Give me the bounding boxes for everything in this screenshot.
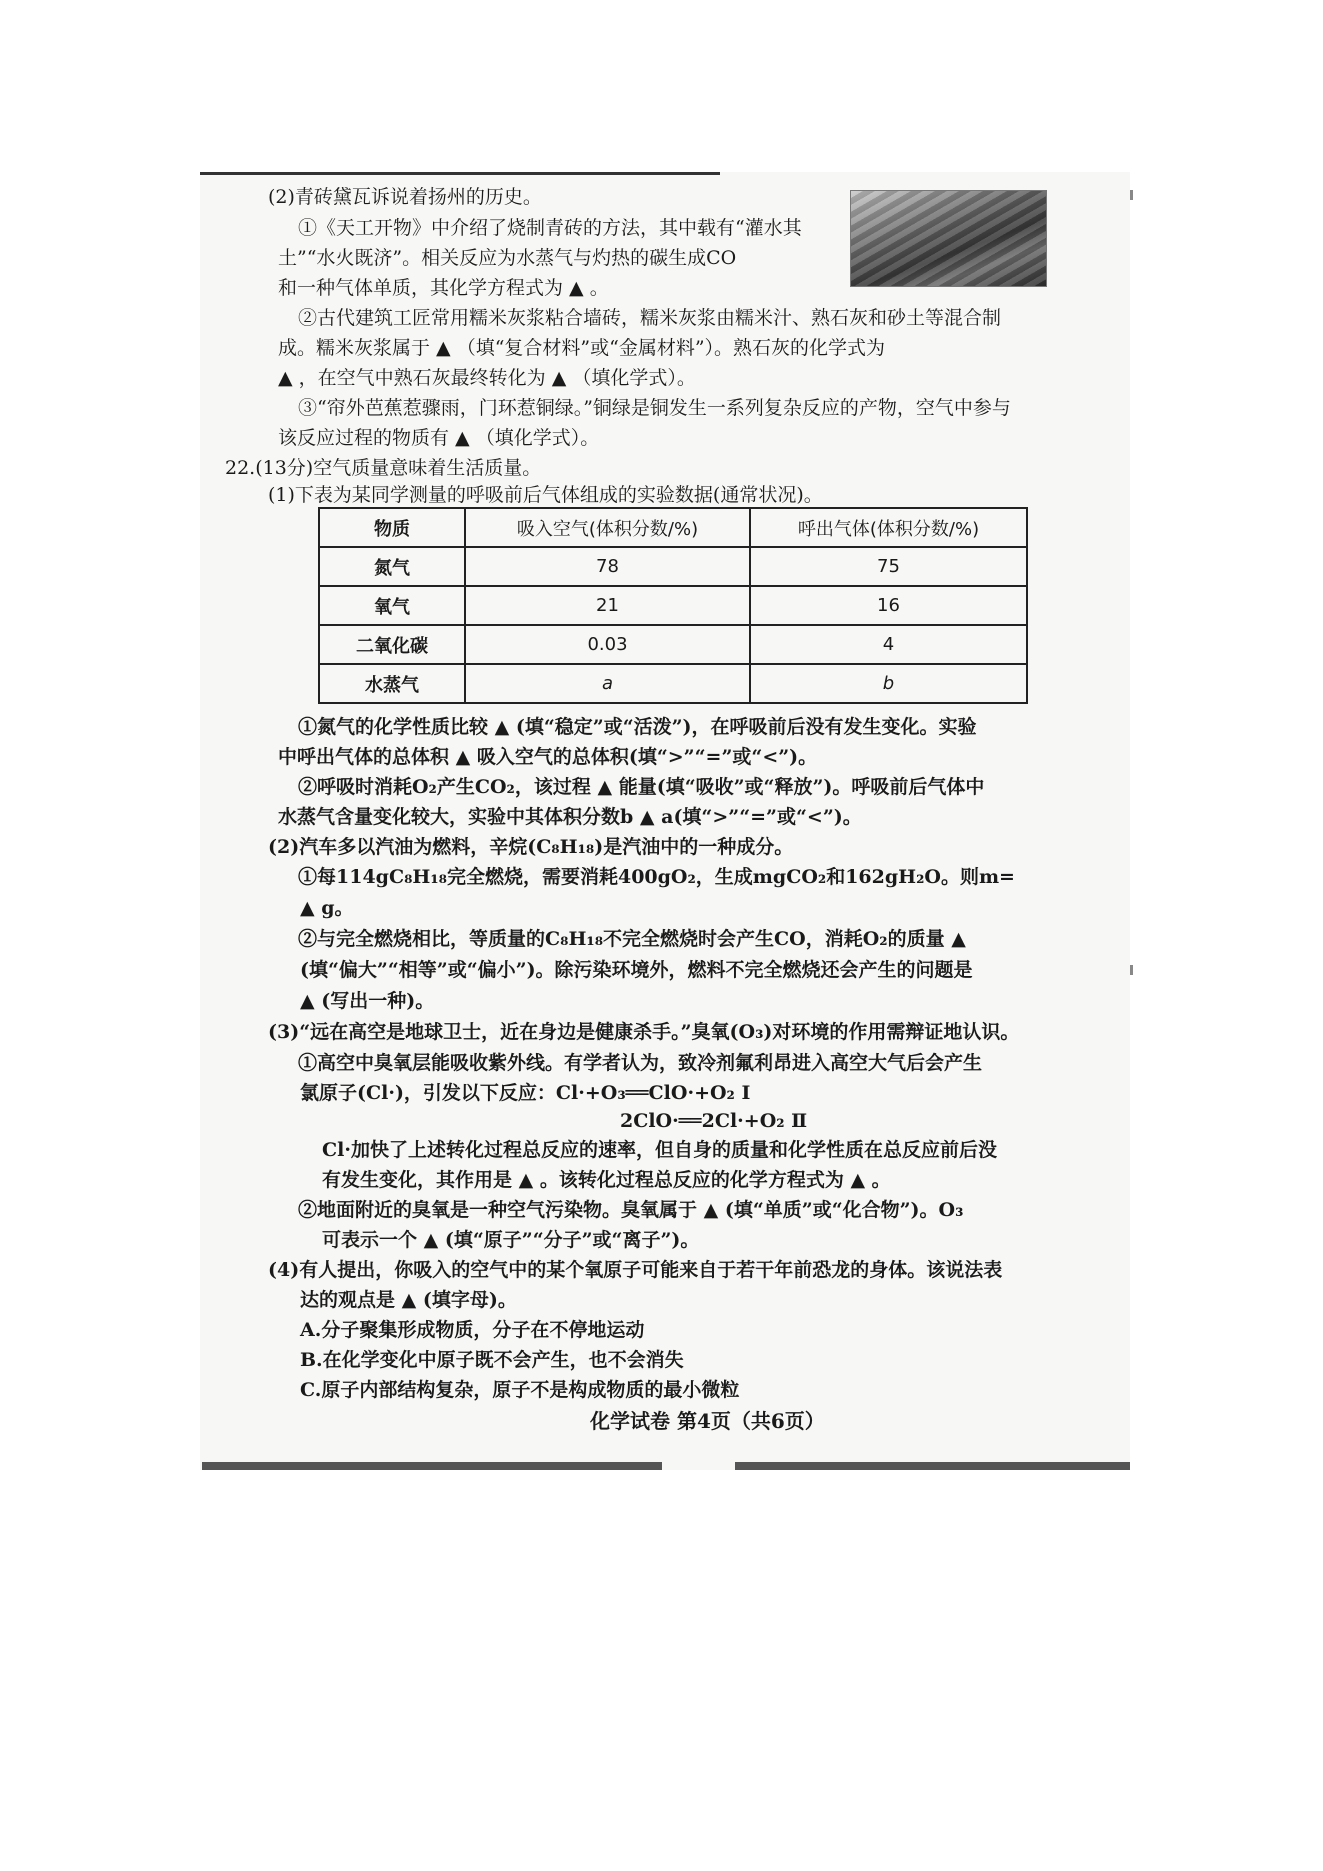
q22-2-line: ①每114gC₈H₁₈完全燃烧，需要消耗400gO₂，生成mgCO₂和162gH₂O。则m= [298,866,1015,888]
table-cell: 16 [750,586,1027,625]
q22-2-line: ▲ g。 [300,897,354,919]
q22-3-line: (3)“远在高空是地球卫士，近在身边是健康杀手。”臭氧(O₃)对环境的作用需辩证地认识。 [268,1021,1020,1043]
q22-2-line: ▲ (写出一种)。 [300,990,435,1012]
q22-3-line: 2ClO·══2Cl·+O₂ Ⅱ [620,1110,808,1132]
q22-2-line: (2)汽车多以汽油为燃料，辛烷(C₈H₁₈)是汽油中的一种成分。 [268,836,794,858]
q2-3-line: ③“帘外芭蕉惹骤雨，门环惹铜绿。”铜绿是铜发生一系列复杂反应的产物，空气中参与 [298,397,1011,419]
table-row [319,547,1027,586]
table-cell: 0.03 [465,625,750,664]
q22-1-line: ①氮气的化学性质比较 ▲ (填“稳定”或“活泼”)，在呼吸前后没有发生变化。实验 [298,716,977,738]
q22-3-line: ②地面附近的臭氧是一种空气污染物。臭氧属于 ▲ (填“单质”或“化合物”)。O₃ [298,1199,964,1221]
q22-3-line: Cl·加快了上述转化过程总反应的速率，但自身的质量和化学性质在总反应前后没 [322,1139,997,1161]
bottom-rule-left [202,1462,662,1470]
table-row [319,625,1027,664]
table-cell: 氧气 [319,586,465,625]
gas-composition-table [318,507,1028,704]
q2-1-line: ①《天工开物》中介绍了烧制青砖的方法，其中载有“灌水其 [298,217,802,239]
table-cell: 二氧化碳 [319,625,465,664]
section-2-title: (2)青砖黛瓦诉说着扬州的历史。 [268,186,542,208]
q22-2-line: ②与完全燃烧相比，等质量的C₈H₁₈不完全燃烧时会产生CO，消耗O₂的质量 ▲ [298,928,966,950]
q2-3-line: 该反应过程的物质有 ▲ （填化学式）。 [278,427,600,449]
q22-1-intro: (1)下表为某同学测量的呼吸前后气体组成的实验数据(通常状况)。 [268,484,823,506]
edge-mark [1130,965,1133,975]
table-cell: a [465,664,750,703]
table-header: 吸入空气(体积分数/%) [465,508,750,547]
q22-3-line: 氯原子(Cl·)，引发以下反应：Cl·+O₃══ClO·+O₂ Ⅰ [300,1082,751,1104]
question-22-title: 22.(13分)空气质量意味着生活质量。 [225,457,542,479]
table-row [319,664,1027,703]
edge-mark [1130,190,1133,200]
q22-1-line: ②呼吸时消耗O₂产生CO₂，该过程 ▲ 能量(填“吸收”或“释放”)。呼吸前后气体中 [298,776,985,798]
q22-2-line: (填“偏大”“相等”或“偏小”)。除污染环境外，燃料不完全燃烧还会产生的问题是 [300,959,973,981]
option-b: B.在化学变化中原子既不会产生，也不会消失 [300,1349,684,1371]
q22-1-line: 中呼出气体的总体积 ▲ 吸入空气的总体积(填“>”“=”或“<”)。 [278,746,818,768]
table-cell: b [750,664,1027,703]
page-footer: 化学试卷 第4页（共6页） [590,1409,825,1433]
table-cell: 78 [465,547,750,586]
blue-brick-roof-photo [850,190,1047,287]
option-c: C.原子内部结构复杂，原子不是构成物质的最小微粒 [300,1379,740,1401]
table-cell: 4 [750,625,1027,664]
option-a: A.分子聚集形成物质，分子在不停地运动 [300,1319,645,1341]
table-cell: 水蒸气 [319,664,465,703]
table-cell: 75 [750,547,1027,586]
q2-2-line: 成。糯米灰浆属于 ▲ （填“复合材料”或“金属材料”）。熟石灰的化学式为 [278,337,886,359]
q22-3-line: 可表示一个 ▲ (填“原子”“分子”或“离子”)。 [322,1229,700,1251]
table-header: 呼出气体(体积分数/%) [750,508,1027,547]
q2-1-line: 和一种气体单质，其化学方程式为 ▲ 。 [278,277,609,299]
bottom-rule-right [735,1462,1130,1470]
q22-3-line: ①高空中臭氧层能吸收紫外线。有学者认为，致冷剂氟利昂进入高空大气后会产生 [298,1052,983,1074]
table-header: 物质 [319,508,465,547]
q2-1-line: 土”“水火既济”。相关反应为水蒸气与灼热的碳生成CO [278,247,737,269]
table-cell: 氮气 [319,547,465,586]
table-row [319,586,1027,625]
top-rule [200,172,720,175]
q2-2-line: ②古代建筑工匠常用糯米灰浆粘合墙砖，糯米灰浆由糯米汁、熟石灰和砂土等混合制 [298,307,1002,329]
q22-4-line: (4)有人提出，你吸入的空气中的某个氧原子可能来自于若干年前恐龙的身体。该说法表 [268,1259,1003,1281]
q2-2-line: ▲ ，在空气中熟石灰最终转化为 ▲ （填化学式）。 [278,367,696,389]
q22-4-line: 达的观点是 ▲ (填字母)。 [300,1289,517,1311]
table-cell: 21 [465,586,750,625]
table-header-row [319,508,1027,547]
q22-3-line: 有发生变化，其作用是 ▲ 。该转化过程总反应的化学方程式为 ▲ 。 [322,1169,891,1191]
q22-1-line: 水蒸气含量变化较大，实验中其体积分数b ▲ a(填“>”“=”或“<”)。 [278,806,862,828]
